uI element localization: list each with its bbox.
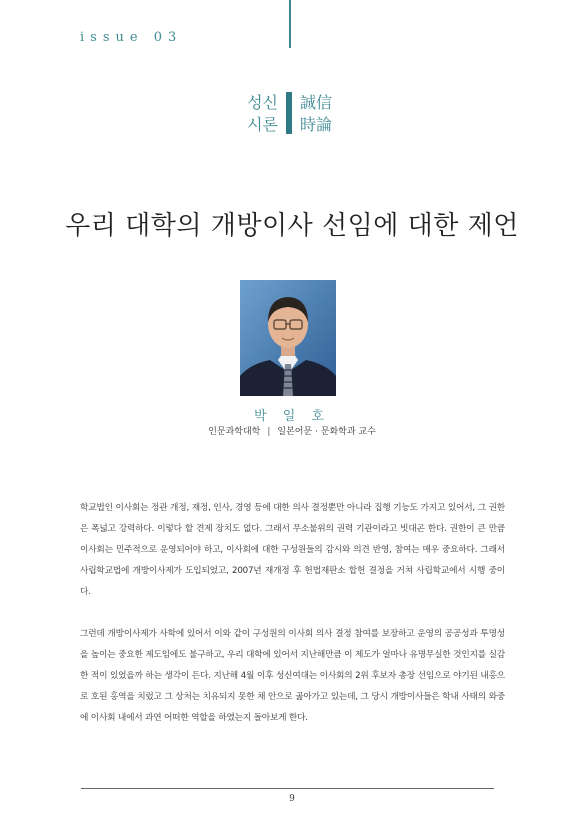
- article-paragraph: 학교법인 이사회는 정관 개정, 재정, 인사, 경영 등에 대한 의사 결정뿐만 아니라 집행 기능도 가지고 있어서, 그 권한은 폭넓고 강력하다. 이렇다 할 견제 장치도 없다. 그래서 무소불위의 권력 기관이라고 빗대곤 한다. 권한이 큰 만큼 이사회는 민주적으로 운영되어야 하고, 이사회에 대한 구성원들의 감시와 의견 반영, 참여는 매우 중요하다. 그래서 사립학교법에 개방이사제가 도입되었고, 2007년 재개정 후 헌법재판소 합헌 결정을 거쳐 사립학교에서 시행 중이다.: [80, 503, 505, 597]
- author-department: 일본어문 · 문화학과 교수: [277, 427, 376, 437]
- column-name-korean-line: 시론: [247, 115, 278, 134]
- author-affiliation: [0, 424, 584, 437]
- page-number: 9: [289, 794, 295, 804]
- column-name-hanja: [300, 92, 350, 136]
- column-name-korean: [238, 92, 278, 136]
- footer-rule: [81, 788, 494, 789]
- author-photo: [240, 280, 336, 396]
- column-name-bar: [286, 92, 292, 134]
- column-name-korean-line: 성신: [247, 93, 278, 112]
- article-title: 우리 대학의 개방이사 선임에 대한 제언: [65, 211, 519, 241]
- column-name-hanja-line: 時論: [300, 115, 333, 134]
- article-body: [80, 498, 505, 750]
- author-college: 인문과학대학: [208, 427, 261, 437]
- column-name-hanja-line: 誠信: [300, 93, 333, 112]
- author-name: 박 일 호: [254, 409, 330, 424]
- article-paragraph: 그런데 개방이사제가 사학에 있어서 이와 같이 구성원의 이사회 의사 결정 참여를 보장하고 운영의 공공성과 투명성을 높이는 중요한 제도임에도 불구하고, 우리 대학에 있어서 지난해만큼 이 제도가 얼마나 유명무실한 것인지를 실감한 적이 있었을까 하는 생각이 든다. 지난해 4월 이후 성신여대는 이사회의 2위 후보자 총장 선임으로 야기된 내홍으로 호된 홍역을 치렀고 그 상처는 치유되지 못한 채 안으로 곪아가고 있는데, 그 당시 개방이사들은 학내 사태의 와중에 이사회 내에서 과연 어떠한 역할을 하였는지 돌아보게 한다.: [80, 629, 505, 723]
- issue-label: issue 03: [80, 30, 183, 45]
- top-divider-line: [289, 0, 291, 48]
- affiliation-separator: |: [267, 427, 271, 437]
